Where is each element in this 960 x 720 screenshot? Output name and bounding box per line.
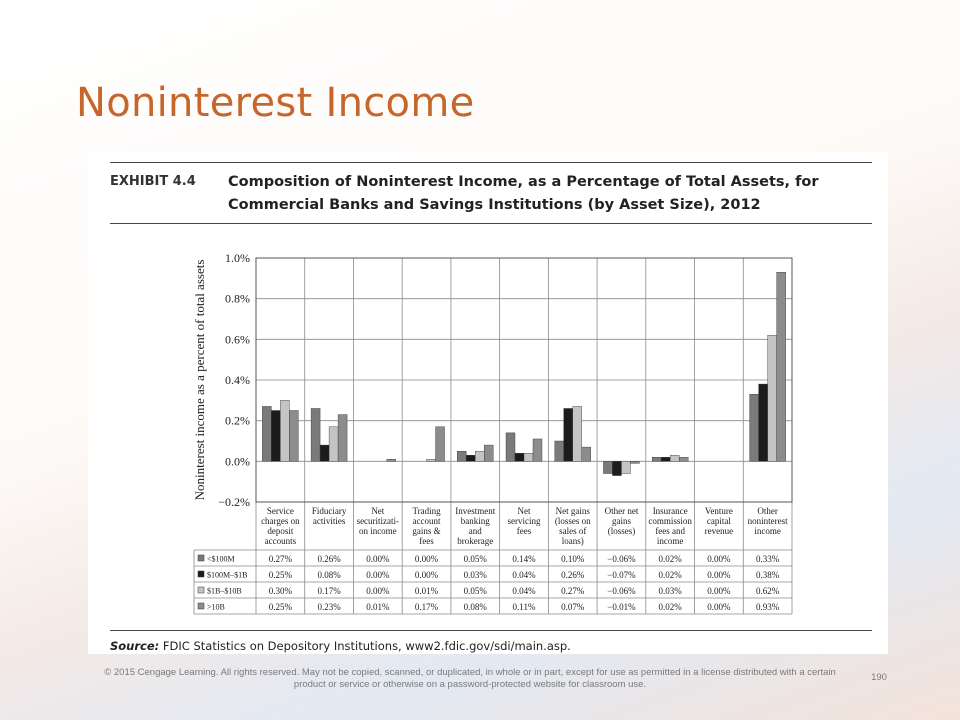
bar-chart: [88, 152, 888, 622]
bar: [750, 394, 759, 461]
category-label: gains: [611, 516, 631, 526]
data-label: 0.02%: [658, 554, 682, 564]
category-label: servicing: [507, 516, 541, 526]
data-label: 0.01%: [366, 602, 390, 612]
category-label: (losses): [607, 526, 636, 536]
legend-label: >10B: [207, 602, 225, 612]
data-label: 0.00%: [366, 554, 390, 564]
bar: [436, 427, 445, 462]
bar: [280, 400, 289, 461]
data-label: 0.02%: [658, 602, 682, 612]
data-label: −0.06%: [607, 586, 636, 596]
category-label: banking: [460, 516, 490, 526]
data-label: 0.08%: [317, 570, 341, 580]
data-label: 0.25%: [268, 602, 292, 612]
bar: [582, 447, 591, 461]
bar: [670, 455, 679, 461]
data-label: 0.01%: [414, 586, 439, 596]
source-label: Source:: [110, 639, 160, 653]
category-label: fees and: [655, 526, 686, 536]
bar: [573, 406, 582, 461]
bar: [329, 427, 338, 462]
data-label: −0.06%: [607, 554, 636, 564]
bar: [506, 433, 515, 461]
category-label: commission: [648, 516, 692, 526]
category-label: account: [412, 516, 441, 526]
data-label: 0.05%: [463, 586, 487, 596]
bar: [289, 411, 298, 462]
y-tick-label: 0.6%: [225, 332, 250, 347]
category-label: deposit: [267, 526, 294, 536]
category-label: Net gains: [555, 506, 590, 516]
category-label: noninterest: [747, 516, 788, 526]
data-label: 0.93%: [756, 602, 780, 612]
y-tick-label: 0.0%: [225, 454, 250, 469]
exhibit-panel: [88, 152, 888, 654]
data-label: 0.05%: [463, 554, 487, 564]
category-label: Net: [371, 506, 385, 516]
bar: [777, 272, 786, 461]
data-label: −0.01%: [607, 602, 636, 612]
category-label: Fiduciary: [311, 506, 347, 516]
category-label: loans): [561, 536, 584, 546]
bar: [387, 459, 396, 461]
category-label: Investment: [455, 506, 496, 516]
bar: [603, 461, 612, 473]
category-label: Other net: [604, 506, 639, 516]
category-label: on income: [358, 526, 397, 536]
y-axis-title: Noninterest income as a percent of total assets: [192, 259, 207, 501]
category-label: brokerage: [457, 536, 494, 546]
bar: [466, 455, 475, 461]
source-rule: [110, 630, 872, 631]
bar: [564, 408, 573, 461]
bar: [427, 459, 436, 461]
bar: [612, 461, 621, 475]
data-label: 0.26%: [317, 554, 341, 564]
data-label: 0.00%: [707, 554, 731, 564]
data-label: −0.07%: [607, 570, 636, 580]
category-label: (losses on: [554, 516, 591, 526]
source-text: FDIC Statistics on Depository Institutions, www2.fdic.gov/sdi/main.asp.: [162, 639, 571, 653]
bar: [652, 457, 661, 461]
category-label: fees: [516, 526, 532, 536]
category-label: accounts: [264, 536, 297, 546]
data-label: 0.00%: [707, 586, 731, 596]
category-label: and: [468, 526, 482, 536]
legend-swatch: [198, 603, 204, 609]
data-label: 0.08%: [463, 602, 487, 612]
data-label: 0.00%: [707, 570, 731, 580]
bar: [768, 335, 777, 461]
page-number: 190: [871, 672, 887, 683]
y-tick-label: 1.0%: [225, 251, 250, 265]
bar: [759, 384, 768, 461]
legend-swatch: [198, 571, 204, 577]
exhibit-label: EXHIBIT 4.4: [110, 174, 196, 189]
bar: [457, 451, 466, 461]
bar: [533, 439, 542, 461]
legend-swatch: [198, 587, 204, 593]
data-label: 0.00%: [414, 554, 439, 564]
y-tick-label: −0.2%: [218, 495, 250, 509]
bar: [679, 457, 688, 461]
data-label: 0.04%: [512, 570, 536, 580]
data-label: 0.27%: [561, 586, 585, 596]
bar: [338, 415, 347, 462]
data-label: 0.14%: [512, 554, 536, 564]
data-label: 0.04%: [512, 586, 536, 596]
bar: [621, 461, 630, 473]
bar: [262, 406, 271, 461]
legend-label: $100M–$1B: [207, 570, 248, 580]
data-label: 0.17%: [317, 586, 341, 596]
category-label: Service: [266, 506, 294, 516]
source-note: [110, 639, 571, 653]
y-tick-label: 0.4%: [225, 373, 250, 387]
data-label: 0.10%: [561, 554, 585, 564]
category-label: income: [754, 526, 781, 536]
bar: [555, 441, 564, 461]
bar: [311, 408, 320, 461]
y-tick-label: 0.8%: [225, 291, 250, 306]
data-label: 0.00%: [414, 570, 439, 580]
bar: [271, 411, 280, 462]
legend-label: <$100M: [207, 554, 235, 564]
category-label: sales of: [559, 526, 587, 536]
data-label: 0.33%: [756, 554, 780, 564]
category-label: capital: [706, 516, 731, 526]
bar: [661, 457, 670, 461]
data-label: 0.03%: [463, 570, 487, 580]
copyright-footer: © 2015 Cengage Learning. All rights reserved. May not be copied, scanned, or duplicated, in whole or in part, except for use as permitted in a license distributed with a certain product or service or otherwise on a password-protected website for classroom use.: [104, 667, 836, 690]
slide-title: Noninterest Income: [76, 80, 475, 126]
category-label: income: [656, 536, 684, 546]
data-label: 0.38%: [756, 570, 780, 580]
category-label: revenue: [704, 526, 734, 536]
y-tick-label: 0.2%: [225, 413, 250, 428]
data-label: 0.02%: [658, 570, 682, 580]
category-label: activities: [312, 516, 346, 526]
data-label: 0.23%: [317, 602, 341, 612]
legend-swatch: [198, 555, 204, 561]
data-label: 0.07%: [561, 602, 585, 612]
data-label: 0.00%: [366, 570, 390, 580]
bar: [630, 461, 639, 463]
category-label: Venture: [704, 506, 733, 516]
category-label: Net: [517, 506, 531, 516]
category-label: charges on: [261, 516, 300, 526]
bar: [524, 453, 533, 461]
data-label: 0.17%: [414, 602, 439, 612]
data-label: 0.03%: [658, 586, 682, 596]
bar: [484, 445, 493, 461]
category-label: Trading: [412, 506, 441, 516]
bar: [475, 451, 484, 461]
data-label: 0.00%: [707, 602, 731, 612]
exhibit-title: Composition of Noninterest Income, as a Percentage of Total Assets, for Commercial Banks and Savings Institutions (by Asset Size), 2012: [228, 174, 819, 213]
category-label: Other: [757, 506, 778, 516]
bar: [320, 445, 329, 461]
category-label: Insurance: [652, 506, 688, 516]
category-label: gains &: [412, 526, 441, 536]
legend-label: $1B–$10B: [207, 586, 242, 596]
data-label: 0.27%: [268, 554, 292, 564]
data-label: 0.25%: [268, 570, 292, 580]
data-label: 0.11%: [512, 602, 536, 612]
data-label: 0.30%: [268, 586, 292, 596]
category-label: securitizati-: [356, 516, 400, 526]
data-label: 0.00%: [366, 586, 390, 596]
data-label: 0.26%: [561, 570, 585, 580]
category-label: fees: [419, 536, 434, 546]
data-label: 0.62%: [756, 586, 780, 596]
bar: [515, 453, 524, 461]
